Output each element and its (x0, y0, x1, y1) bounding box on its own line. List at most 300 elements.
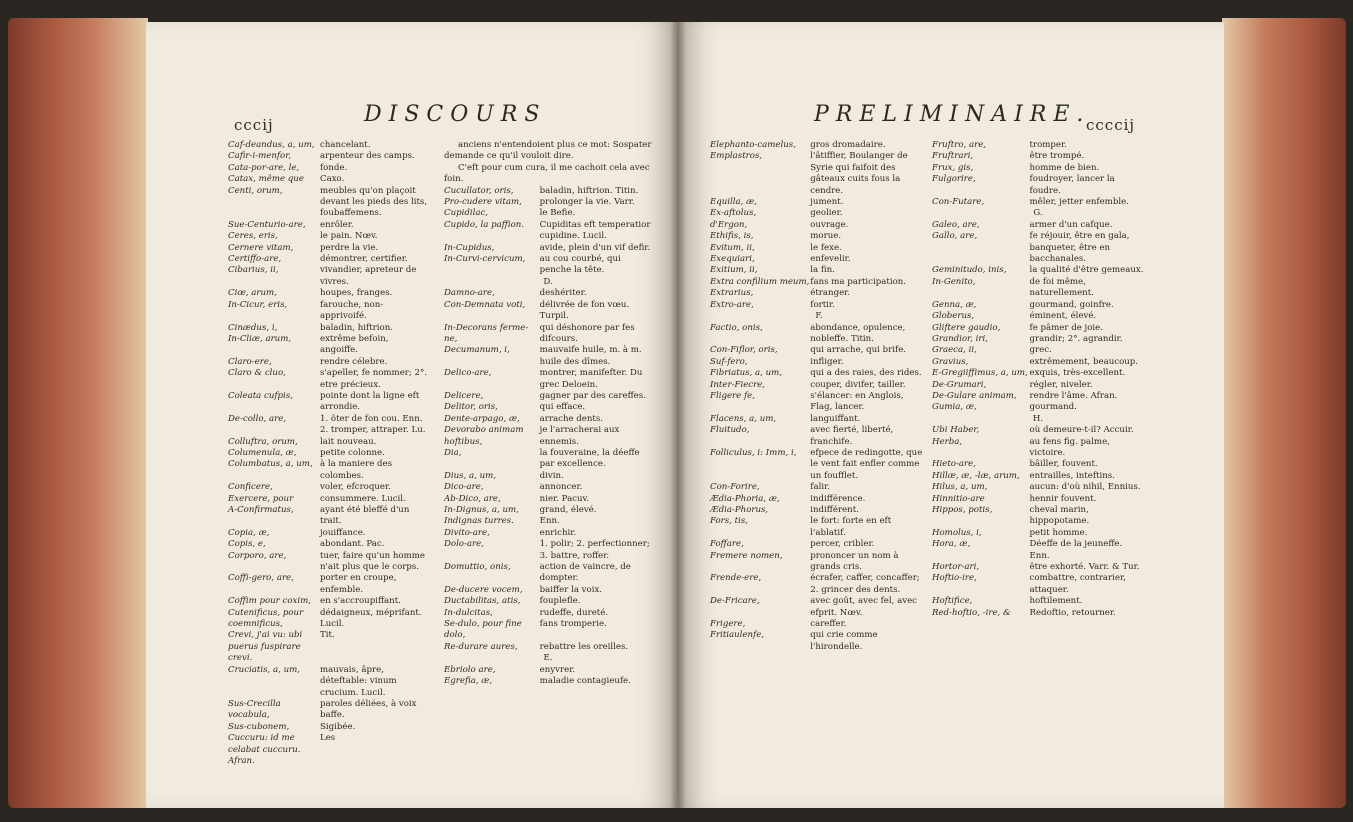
entry-definition: efpece de redingotte, que le vent fait enfler comme un foufflet. (810, 447, 923, 481)
dictionary-entry (710, 243, 928, 254)
entry-definition: morue. (810, 231, 842, 242)
entry-definition: nier. Pacuv. (539, 493, 590, 504)
entry-definition: armer d'un cafque. (1029, 219, 1113, 230)
entry-definition: grandir; 2°. agrandir. (1029, 333, 1123, 344)
dictionary-entry (932, 357, 1144, 368)
dictionary-entry (710, 425, 928, 448)
entry-definition: voler, efcroquer. (320, 482, 391, 493)
entry-definition: qui déshonore par fes difcours. (539, 322, 635, 344)
entry-headword: Ab-Dico, are, (444, 493, 501, 504)
entry-headword: Genna, æ, (932, 299, 977, 310)
dictionary-entry (444, 220, 652, 243)
entry-headword: Indignas turres. (444, 516, 514, 527)
dictionary-entry (444, 414, 652, 425)
entry-headword: Gravius, (932, 356, 969, 367)
dictionary-entry (228, 630, 428, 664)
entry-definition: grand, élevé. (539, 505, 597, 515)
dictionary-entry (444, 516, 652, 527)
dictionary-entry (932, 437, 1144, 460)
entry-definition: falir. (810, 482, 830, 493)
dictionary-entry (710, 208, 928, 219)
entry-definition: cheval marin, hippopotame. (1029, 505, 1090, 527)
entry-definition: geolier. (810, 208, 843, 219)
entry-headword: De-Fricare, (710, 596, 760, 607)
dictionary-entry (710, 311, 928, 322)
dictionary-entry (228, 391, 428, 414)
entry-headword: Inter-Fiecre, (710, 379, 766, 390)
entry-definition: grec. (1029, 345, 1052, 356)
entry-definition: arpenteur des camps. (320, 151, 415, 162)
dictionary-entry (710, 254, 928, 265)
entry-headword: Foffare, (710, 539, 744, 550)
entry-headword: Dia, (444, 447, 462, 458)
dictionary-entry (932, 323, 1144, 334)
dictionary-entry (444, 596, 652, 607)
dictionary-entry (228, 437, 428, 448)
entry-definition: bâiller, fouvent. (1029, 459, 1098, 470)
entry-headword: Caf-deandus, a, um, (228, 140, 315, 150)
dictionary-entry (710, 630, 928, 653)
dictionary-entry (444, 425, 652, 448)
entry-definition: qui crie comme l'hirondelle. (810, 630, 878, 652)
entry-definition: farouche, non-apprivoifé. (320, 299, 384, 322)
entry-headword: Ædia-Phoria, æ, (710, 493, 780, 504)
left-column-2-intro (444, 140, 652, 186)
entry-headword: De-ducere vocem, (444, 584, 523, 595)
dictionary-entry (710, 300, 928, 311)
entry-headword: Damno-are, (444, 288, 495, 299)
dictionary-entry (228, 539, 428, 550)
entry-headword: Fluitudo, (710, 425, 750, 436)
entry-headword: Delitor, oris, (444, 402, 498, 413)
entry-headword: Hilus, a, um, (932, 482, 988, 493)
entry-headword: Exequiari, (710, 254, 755, 265)
entry-definition: fonde. (320, 162, 348, 173)
entry-headword: A-Confirmatus, (228, 505, 294, 515)
dictionary-entry (444, 448, 652, 471)
entry-definition: mauvais, âpre, déteftable: vinum crucium. Lucil. (320, 664, 397, 698)
entry-definition: 1. polir; 2. perfectionner; 3. battre, roffer. (539, 539, 650, 561)
dictionary-entry (228, 265, 428, 288)
entry-definition: délivrée de fon vœu. Turpil. (539, 299, 630, 322)
dictionary-entry (932, 197, 1144, 208)
entry-definition: jument. (810, 197, 844, 208)
entry-headword: Ceres, eris, (228, 231, 278, 242)
dictionary-entry (444, 345, 652, 368)
entry-definition: petite colonne. (320, 447, 385, 458)
entry-headword: E-Gregiiffimus, a, um, (932, 368, 1028, 379)
entry-definition: Sigibée. (320, 721, 356, 732)
entry-headword: Fibriatus, a, um, (710, 368, 783, 379)
entry-headword: De-Grumari, (932, 379, 987, 390)
dictionary-entry (444, 402, 652, 413)
entry-definition: au fens fig. palme, victoire. (1029, 436, 1110, 458)
entry-definition: rudeffe, dureté. (539, 607, 609, 618)
left-column-2 (444, 140, 652, 688)
entry-definition: action de vaincre, de dompter. (539, 562, 631, 584)
dictionary-entry (228, 163, 428, 174)
entry-definition: exquis, très-excellent. (1029, 368, 1126, 379)
dictionary-entry (710, 619, 928, 630)
entry-headword: Equilla, æ, (710, 197, 757, 208)
entry-headword: Catax, même que (228, 174, 304, 185)
entry-headword: Globerus, (932, 311, 975, 322)
entry-headword: De-Gulare animam, (932, 390, 1017, 401)
entry-definition: tuer, faire qu'un homme n'ait plus que le corps. (320, 550, 425, 573)
dictionary-entry (932, 265, 1144, 276)
dictionary-entry (444, 471, 652, 482)
entry-definition: Déeffe de la jeuneffe. Enn. (1029, 539, 1123, 561)
dictionary-entry (932, 277, 1144, 300)
entry-definition: hoftilement. (1029, 596, 1083, 607)
entry-definition: écrafer, caffer, concaffer; 2. grincer des dents. (810, 573, 920, 595)
dictionary-entry (444, 243, 652, 254)
dictionary-entry (710, 596, 928, 619)
dictionary-entry (932, 220, 1144, 231)
entry-definition: Cupiditas eft temperatior cupidine. Lucil. (539, 219, 651, 242)
entry-definition: divin. (539, 470, 564, 481)
dictionary-entry (444, 208, 652, 219)
entry-definition: infliger. (810, 356, 844, 367)
dictionary-entry (932, 482, 1144, 493)
dictionary-entry (932, 300, 1144, 311)
dictionary-entry (228, 459, 428, 482)
entry-definition: aucun: d'où nihil, Ennius. (1029, 482, 1141, 493)
entry-headword: Hieto-are, (932, 459, 976, 470)
entry-headword: In-dulcitas, (444, 607, 493, 618)
entry-headword: Ebriolo are, (444, 664, 496, 675)
dictionary-entry (932, 334, 1144, 345)
dictionary-entry (228, 448, 428, 459)
entry-definition: languiffant. (810, 413, 861, 424)
entry-headword: Fligere fe, (710, 390, 755, 401)
entry-definition: gourmand, goinfre. (1029, 299, 1114, 310)
entry-definition: pointe dont la ligne eft arrondie. (320, 390, 420, 413)
entry-definition: enfevelir. (810, 254, 851, 265)
entry-headword: Elephanto-camelus, (710, 140, 796, 150)
dictionary-entry (932, 459, 1144, 470)
entry-definition: couper, divifer, tailler. (810, 379, 906, 390)
right-running-head: PRELIMINAIRE. (814, 102, 1091, 127)
right-column-1 (710, 140, 928, 653)
dictionary-entry (932, 471, 1144, 482)
entry-headword: Crevi, j'ai vu: ubi puerus fuspirare crevi. (228, 630, 303, 664)
dictionary-entry (444, 539, 652, 562)
entry-headword: Fremere nomen, (710, 550, 783, 561)
entry-definition: prolonger la vie. Varr. (539, 197, 635, 208)
entry-definition: rebattre les oreilles. (539, 641, 629, 652)
dictionary-entry (932, 151, 1144, 162)
dictionary-entry (228, 323, 428, 334)
section-letter: G. (1033, 208, 1043, 219)
entry-definition: montrer, manifefter. Du grec Deloein. (539, 368, 643, 390)
entry-headword: Geminitudo, inis, (932, 265, 1007, 276)
entry-definition: éminent, élevé. (1029, 311, 1097, 322)
entry-headword: Con-Forire, (710, 482, 760, 493)
entry-definition: ouvrage. (810, 219, 849, 230)
dictionary-entry (444, 186, 652, 197)
entry-headword: In-Dignus, a, um, (444, 505, 519, 515)
dictionary-entry (932, 231, 1144, 265)
entry-headword: Hora, æ, (932, 539, 971, 550)
entry-definition: fans ma participation. (810, 276, 907, 287)
entry-headword: Coleata cufpis, (228, 390, 293, 401)
entry-headword: Evitum, ii, (710, 242, 755, 253)
dictionary-entry (444, 528, 652, 539)
entry-definition: la fin. (810, 265, 835, 276)
dictionary-entry (444, 254, 652, 277)
dictionary-entry (710, 288, 928, 299)
entry-definition: Caxo. (320, 174, 345, 185)
entry-headword: Ciœ, arum, (228, 288, 277, 299)
entry-definition: annoncer. (539, 482, 583, 493)
entry-definition: fouplefle. (539, 596, 581, 607)
dictionary-entry (932, 539, 1144, 562)
entry-headword: Pro-cudere vitam, (444, 197, 522, 208)
entry-definition: gourmand. (1029, 402, 1077, 413)
entry-definition: fortir. (810, 299, 835, 310)
entry-headword: Decumanum, i, (444, 345, 510, 356)
section-letter: F. (815, 311, 823, 322)
entry-headword: Homolus, i, (932, 527, 982, 538)
right-page (678, 22, 1224, 808)
book-left-page-edges (8, 18, 148, 808)
entry-definition: abondance, opulence, nobleffe. Titin. (810, 322, 906, 344)
dictionary-entry (710, 220, 928, 231)
dictionary-entry (932, 345, 1144, 356)
dictionary-entry (932, 208, 1144, 219)
entry-headword: Cernere vitam, (228, 242, 294, 253)
entry-definition: indifférent. (810, 505, 859, 515)
entry-definition: maladie contagieufe. (539, 676, 631, 687)
entry-headword: Suf-fero, (710, 356, 748, 367)
entry-headword: Con-Futare, (932, 197, 985, 208)
dictionary-entry (228, 608, 428, 631)
entry-definition: percer, cribler. (810, 539, 875, 550)
dictionary-entry (710, 448, 928, 482)
book-right-page-edges (1222, 18, 1346, 808)
dictionary-entry (228, 494, 428, 505)
entry-headword: In-Cupidus, (444, 242, 495, 253)
entry-headword: d'Ergon, (710, 219, 748, 230)
entry-headword: Hoftio-ire, (932, 573, 977, 584)
dictionary-entry (228, 357, 428, 368)
entry-headword: Exitium, ii, (710, 265, 758, 276)
entry-definition: mauvaife huile, m. à m. huile des dîmes. (539, 345, 642, 367)
entry-definition: étranger. (810, 288, 851, 299)
entry-definition: être trompé. (1029, 151, 1085, 162)
entry-headword: Con-Fiflor, oris, (710, 345, 778, 356)
entry-headword: Ubi Haber, (932, 425, 980, 436)
entry-headword: Copis, e, (228, 539, 266, 550)
entry-headword: Emplastros, (710, 151, 763, 162)
dictionary-entry (228, 254, 428, 265)
entry-headword: Con-Demnata voti, (444, 299, 526, 310)
dictionary-entry (932, 528, 1144, 539)
dictionary-entry (710, 140, 928, 151)
entry-definition: avec fierté, liberté, franchife. (810, 425, 894, 447)
entry-definition: meubles qu'on plaçoit devant les pieds des lits, foubaffemens. (320, 185, 428, 219)
dictionary-entry (228, 665, 428, 699)
entry-definition: deshériter. (539, 288, 587, 299)
entry-definition: s'apeller, fe nommer; 2°. etre précieux. (320, 368, 428, 390)
dictionary-entry (444, 391, 652, 402)
entry-headword: Gallo, are, (932, 231, 978, 242)
entry-headword: Cruciatis, a, um, (228, 664, 300, 675)
entry-definition: avide, plein d'un vif defir. (539, 242, 651, 253)
entry-definition: baladin, hiftrion. Titin. (539, 185, 639, 196)
dictionary-entry (710, 414, 928, 425)
entry-definition: qui arrache, qui brife. (810, 345, 907, 356)
entry-definition: lait nouveau. (320, 436, 377, 447)
dictionary-entry (710, 368, 928, 379)
section-letter: E. (543, 653, 553, 664)
entry-headword: Graeca, ii, (932, 345, 977, 356)
dictionary-entry (710, 197, 928, 208)
entry-definition: je l'arracherai aux ennemis. (539, 425, 620, 447)
dictionary-entry (228, 596, 428, 607)
left-page (146, 22, 678, 808)
entry-headword: Hortor-ari, (932, 562, 980, 573)
dictionary-entry (228, 243, 428, 254)
dictionary-entry (710, 231, 928, 242)
entry-definition: Tit. (320, 630, 335, 641)
entry-headword: Exercere, pour (228, 493, 294, 504)
entry-definition: rendre l'âme. Afran. (1029, 390, 1118, 401)
entry-definition: homme de bien. (1029, 162, 1100, 173)
entry-headword: Hillæ, æ, -læ, arum, (932, 470, 1020, 481)
entry-headword: Cibarius, ii, (228, 265, 279, 276)
entry-definition: mêler, jetter enfemble. (1029, 197, 1129, 208)
dictionary-entry (932, 505, 1144, 528)
dictionary-entry (228, 140, 428, 151)
entry-headword: Herba, (932, 436, 963, 447)
right-column-2 (932, 140, 1144, 619)
entry-definition: de foi même, naturellement. (1029, 276, 1094, 299)
dictionary-entry (444, 505, 652, 516)
entry-headword: Extrarius, (710, 288, 754, 299)
dictionary-entry (228, 505, 428, 528)
entry-definition: démontrer, certifier. (320, 254, 408, 265)
entry-headword: Delicere, (444, 390, 484, 401)
entry-definition: dédaigneux, méprifant. Lucil. (320, 607, 422, 630)
entry-definition: s'élancer: en Anglois, Flag, lancer. (810, 390, 904, 413)
dictionary-entry (444, 562, 652, 585)
entry-headword: Sus-Crecilla vocabula, (228, 698, 281, 721)
entry-headword: Se-dulo, pour fine dolo, (444, 619, 522, 641)
entry-definition: consummere. Lucil. (320, 493, 406, 504)
entry-headword: Certiffo-are, (228, 254, 282, 265)
dictionary-entry (228, 482, 428, 493)
dictionary-entry (932, 311, 1144, 322)
entry-headword: Folliculus, i: Imm, i, (710, 447, 797, 458)
entry-definition: houpes, franges. (320, 288, 393, 299)
entry-definition: fans tromperie. (539, 619, 607, 630)
dictionary-entry (932, 414, 1144, 425)
entry-definition: enyvrer. (539, 664, 576, 675)
entry-definition: vivandier, apreteur de vivres. (320, 265, 417, 287)
entry-headword: Grandior, iri, (932, 333, 989, 344)
dictionary-entry (444, 676, 652, 687)
entry-definition: porter en croupe, enfemble. (320, 573, 397, 595)
entry-headword: Devorabo animam hoftibus, (444, 425, 524, 447)
entry-headword: In-Genito, (932, 276, 976, 287)
left-column-2-entries (444, 186, 652, 688)
dictionary-entry (710, 573, 928, 596)
entry-definition: 1. ôter de fon cou. Enn. 2. tromper, attraper. Lu. (320, 413, 426, 436)
entry-headword: Fritiaulenfe, (710, 630, 765, 641)
left-column-1 (228, 140, 428, 767)
dictionary-entry (710, 516, 928, 539)
entry-definition: le Befie. (539, 208, 576, 219)
entry-definition: tromper. (1029, 140, 1067, 150)
entry-headword: Conficere, (228, 482, 273, 493)
dictionary-entry (444, 585, 652, 596)
entry-definition: baiffer la voix. (539, 584, 603, 595)
entry-headword: Coffi-gero, are, (228, 573, 294, 584)
entry-headword: Cinædus, i, (228, 322, 278, 333)
section-letter: D. (543, 276, 553, 287)
entry-headword: Domuttio, onis, (444, 562, 511, 573)
intro-paragraph: C'eft pour cum cura, il me cachoit cela avec foin. (444, 162, 650, 185)
entry-definition: perdre la vie. (320, 242, 379, 253)
entry-definition: chancelant. (320, 140, 371, 150)
entry-headword: Fruftro, are, (932, 140, 987, 150)
dictionary-entry (444, 608, 652, 619)
entry-headword: Frux, gis, (932, 162, 974, 173)
entry-definition: extrême befoin, angoiffe. (320, 333, 389, 356)
entry-definition: paroles déliées, à voix baffe. (320, 698, 417, 721)
entry-headword: Hoftifice, (932, 596, 973, 607)
entry-headword: Red-hoftio, -ire, & (932, 607, 1011, 618)
entry-definition: indifférence. (810, 493, 866, 504)
entry-definition: abondant. Pac. (320, 539, 385, 550)
dictionary-entry (228, 722, 428, 733)
intro-paragraph: anciens n'entendoient plus ce mot: Sospater demande ce qu'il vouloit dire. (444, 140, 652, 162)
entry-definition: à la maniere des colombes. (320, 459, 393, 481)
dictionary-entry (228, 414, 428, 437)
entry-headword: Delico-are, (444, 368, 492, 379)
entry-definition: gros dromadaire. (810, 140, 886, 150)
entry-definition: Redoftio, retourner. (1029, 607, 1116, 618)
entry-definition: rendre célebre. (320, 356, 388, 367)
entry-headword: Cucullator, oris, (444, 185, 514, 196)
dictionary-entry (710, 265, 928, 276)
entry-definition: ayant été bleffé d'un trait. (320, 505, 410, 527)
dictionary-entry (228, 573, 428, 596)
entry-headword: Ethifis, is, (710, 231, 754, 242)
entry-headword: Sue-Centurio-are, (228, 219, 306, 230)
dictionary-entry (228, 174, 428, 185)
dictionary-entry (932, 140, 1144, 151)
entry-headword: Sus-cubonem, (228, 721, 290, 732)
entry-headword: Cata-por-are, le, (228, 162, 300, 173)
entry-headword: Flacens, a, um, (710, 413, 777, 424)
entry-headword: Gumia, æ, (932, 402, 977, 413)
dictionary-entry (932, 174, 1144, 197)
entry-headword: Extro-are, (710, 299, 754, 310)
dictionary-entry (932, 163, 1144, 174)
entry-headword: Cupido, la paffion. (444, 219, 525, 230)
dictionary-entry (228, 300, 428, 323)
entry-definition: petit homme. (1029, 527, 1088, 538)
entry-definition: Les (320, 733, 336, 744)
entry-definition: gagner par des careffes. (539, 390, 646, 401)
dictionary-entry (932, 573, 1144, 596)
entry-headword: Claro-ere, (228, 356, 272, 367)
entry-headword: Columenula, æ, (228, 447, 297, 458)
entry-definition: qui a des raies, des rides. (810, 368, 922, 379)
